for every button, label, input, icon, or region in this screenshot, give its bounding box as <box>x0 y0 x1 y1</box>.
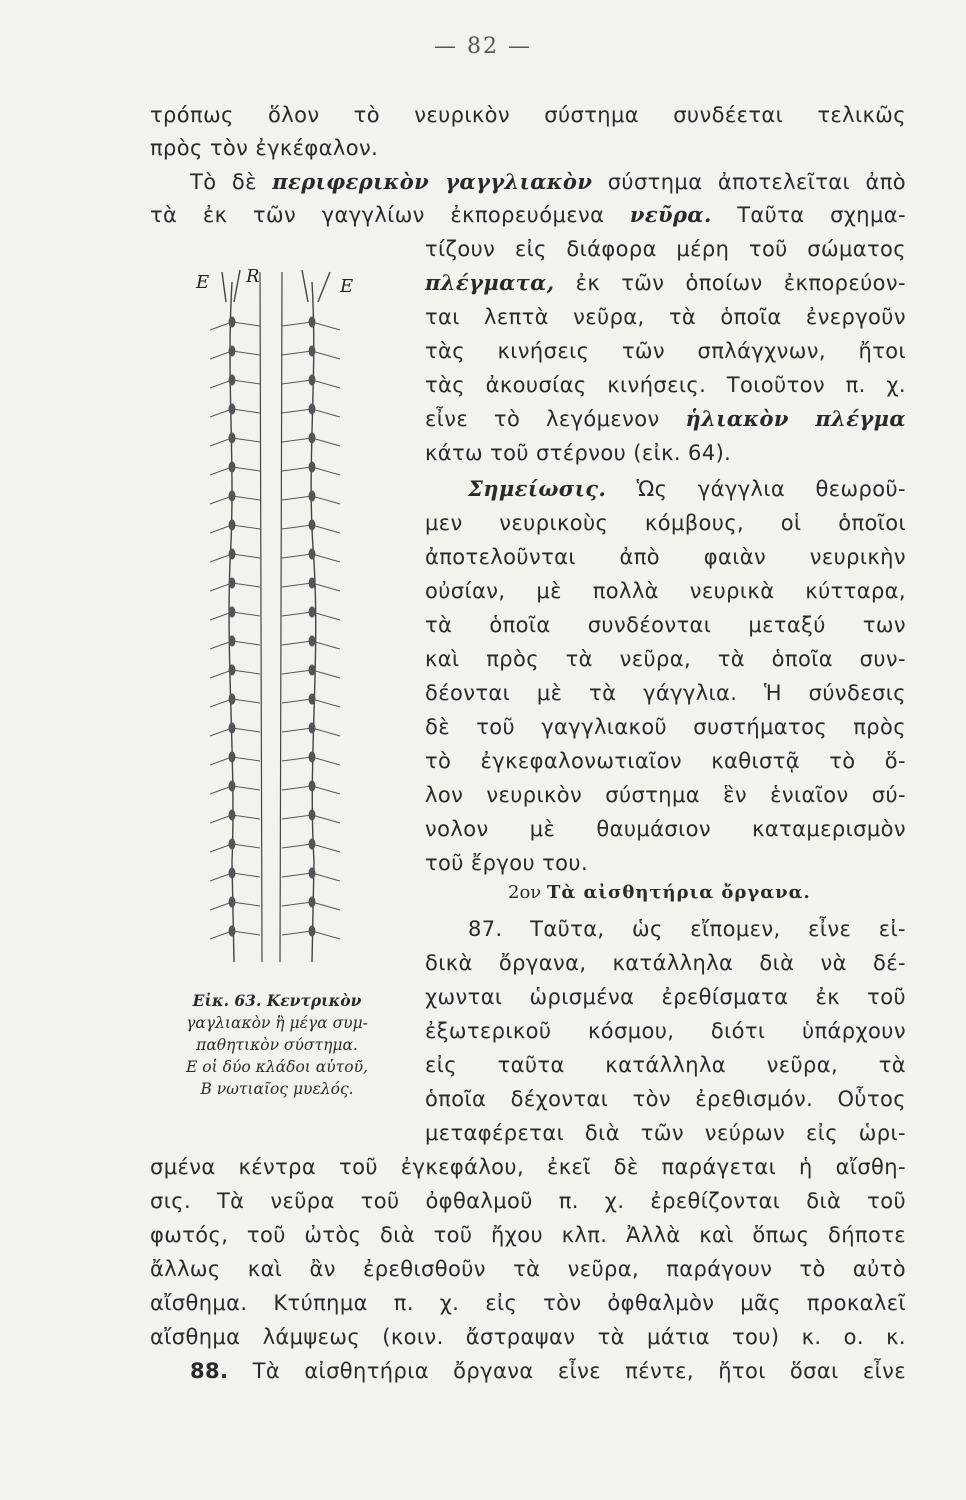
emphasis: ἡλιακὸν πλέγμα <box>685 406 906 431</box>
text-line: τοῦ ἔργου του. <box>425 851 589 875</box>
ganglion-node <box>229 926 235 936</box>
ganglion-node <box>229 549 235 559</box>
text-line: νολον μὲ θαυμάσιον καταμερισμὸν <box>425 817 906 841</box>
emphasis: νεῦρα. <box>629 202 712 227</box>
ganglion-node <box>309 491 315 501</box>
ganglion-node <box>309 433 315 443</box>
ganglion-node <box>229 462 235 472</box>
ganglion-node <box>229 520 235 530</box>
ganglion-node <box>309 462 315 472</box>
text-line: τὰς ἀκουσίας κινήσεις. Τοιοῦτον π. χ. <box>425 373 906 397</box>
page-number: — 82 — <box>434 34 532 59</box>
text-line: 88. Τὰ αἰσθητήρια ὄργανα εἶνε πέντε, ἤτοι ὅσαι εἶνε <box>190 1359 906 1383</box>
ganglion-node <box>309 839 315 849</box>
ganglion-node <box>309 810 315 820</box>
ganglion-node <box>229 868 235 878</box>
text-line: καὶ πρὸς τὰ νεῦρα, τὰ ὁποῖα συν- <box>425 647 906 671</box>
ganglion-node <box>229 346 235 356</box>
ganglion-node <box>229 636 235 646</box>
ganglion-node <box>229 781 235 791</box>
ganglion-node <box>309 752 315 762</box>
text-line: δὲ τοῦ γαγγλιακοῦ συστήματος πρὸς <box>425 715 906 739</box>
emphasis: Σημείωσις. <box>468 476 607 501</box>
ganglion-node <box>309 781 315 791</box>
text-line: πρὸς τὸν ἐγκέφαλον. <box>150 136 379 160</box>
ganglion-node <box>309 317 315 327</box>
ganglion-node <box>309 636 315 646</box>
caption-line: παθητικὸν σύστημα. <box>196 1036 358 1054</box>
text-line: δέονται μὲ τὰ γάγγλια. Ἡ σύνδεσις <box>425 681 906 705</box>
ganglion-node <box>229 433 235 443</box>
text-line: ἄλλως καὶ ἂν ἐρεθισθοῦν τὰ νεῦρα, παράγουν τὸ αὐτὸ <box>150 1257 906 1281</box>
spinal-cord <box>260 272 282 962</box>
text-line: χωνται ὡρισμένα ἐρεθίσματα ἐκ τοῦ <box>425 985 906 1009</box>
text-line: σμένα κέντρα τοῦ ἐγκεφάλου, ἐκεῖ δὲ παράγεται ἡ αἴσθη- <box>150 1155 906 1179</box>
ganglion-node <box>309 404 315 414</box>
emphasis: περιφερικὸν γαγγλιακὸν <box>272 169 593 194</box>
text-line: εἰς ταῦτα κατάλληλα νεῦρα, τὰ <box>425 1053 906 1077</box>
caption-line: Ε οἱ δύο κλάδοι αὐτοῦ, <box>186 1058 368 1076</box>
text-line: λον νευρικὸν σύστημα ἓν ἑνιαῖον σύ- <box>425 783 906 807</box>
ganglion-node <box>309 549 315 559</box>
text-line: τὸ ἐγκεφαλονωτιαῖον καθιστᾷ τὸ ὅ- <box>425 749 906 773</box>
text-line: φωτός, τοῦ ὠτὸς διὰ τοῦ ἤχου κλπ. Ἀλλὰ καὶ ὅπως δήποτε <box>150 1223 906 1247</box>
text-line: Σημείωσις. Ὡς γάγγλια θεωροῦ- <box>468 476 906 501</box>
ganglion-node <box>229 810 235 820</box>
figure-nervous-system <box>190 262 400 977</box>
text-line: δικὰ ὄργανα, κατάλληλα διὰ νὰ δέ- <box>425 951 906 975</box>
label-e-left: E <box>196 272 210 293</box>
ganglion-node <box>229 665 235 675</box>
ganglion-node <box>309 520 315 530</box>
text-line: εἶνε τὸ λεγόμενον ἡλιακὸν πλέγμα <box>425 406 906 431</box>
label-e-right: E <box>340 276 354 297</box>
ganglion-node <box>309 607 315 617</box>
emphasis: πλέγματα, <box>425 270 555 295</box>
ganglion-node <box>309 375 315 385</box>
text-line: αἴσθημα. Κτύπημα π. χ. εἰς τὸν ὀφθαλμὸν μᾶς προκαλεῖ <box>150 1291 906 1315</box>
text-line: Τὸ δὲ περιφερικὸν γαγγλιακὸν σύστημα ἀποτελεῖται ἀπὸ <box>190 169 906 194</box>
section-heading: 2ον Τὰ αἰσθητήρια ὄργανα. <box>508 882 811 903</box>
text-line: οὐσίαν, μὲ πολλὰ νευρικὰ κύτταρα, <box>425 579 906 603</box>
ganglion-node <box>309 694 315 704</box>
ganglion-node <box>229 723 235 733</box>
ganglion-node <box>229 752 235 762</box>
figure-caption <box>152 990 402 1100</box>
text-line: τὰς κινήσεις τῶν σπλάγχνων, ἤτοι <box>425 339 906 363</box>
text-line: πλέγματα, ἐκ τῶν ὁποίων ἐκπορεύον- <box>425 270 906 295</box>
text-line: ται λεπτὰ νεῦρα, τὰ ὁποῖα ἐνεργοῦν <box>425 305 906 329</box>
ganglion-node <box>229 578 235 588</box>
ganglion-node <box>309 926 315 936</box>
caption-line: Εἰκ. 63. Κεντρικὸν <box>192 991 362 1010</box>
nerve-illustration <box>190 262 400 977</box>
ganglion-node <box>309 723 315 733</box>
ganglion-node <box>229 491 235 501</box>
ganglion-node <box>309 346 315 356</box>
ganglion-node <box>229 607 235 617</box>
ganglion-node <box>229 897 235 907</box>
text-line: κάτω τοῦ στέρνου (εἰκ. 64). <box>425 441 732 465</box>
caption-line: γαγλιακὸν ἢ μέγα συμ- <box>186 1014 368 1032</box>
ganglion-node <box>309 897 315 907</box>
ganglion-node <box>229 404 235 414</box>
ganglion-node <box>309 578 315 588</box>
caption-line: Β νωτιαῖος μυελός. <box>200 1080 354 1098</box>
label-r: R <box>246 266 260 287</box>
text-line: τὰ ἐκ τῶν γαγγλίων ἐκπορευόμενα νεῦρα. Ταῦτα σχημα- <box>150 202 907 227</box>
text-line: ὁποῖα δέχονται τὸν ἐρεθισμόν. Οὗτος <box>425 1087 906 1111</box>
text-line: 87. Ταῦτα, ὡς εἴπομεν, εἶνε εἰ- <box>468 917 906 941</box>
ganglion-node <box>229 317 235 327</box>
text-line: μεταφέρεται διὰ τῶν νεύρων εἰς ὡρι- <box>425 1121 906 1145</box>
text-line: ἐξωτερικοῦ κόσμου, διότι ὑπάρχουν <box>425 1019 906 1043</box>
text-line: ἀποτελοῦνται ἀπὸ φαιὰν νευρικὴν <box>425 545 906 569</box>
ganglion-node <box>229 375 235 385</box>
text-line: σις. Τὰ νεῦρα τοῦ ὀφθαλμοῦ π. χ. ἐρεθίζονται διὰ τοῦ <box>150 1189 906 1213</box>
text-line: αἴσθημα λάμψεως (κοιν. ἄστραψαν τὰ μάτια του) κ. ο. κ. <box>150 1325 906 1349</box>
text-line: τὰ ὁποῖα συνδέονται μεταξύ των <box>425 613 906 637</box>
text-line: μεν νευρικοὺς κόμβους, οἱ ὁποῖοι <box>425 511 906 535</box>
ganglion-node <box>309 665 315 675</box>
text-line: τίζουν εἰς διάφορα μέρη τοῦ σώματος <box>425 237 906 261</box>
ganglion-node <box>229 694 235 704</box>
ganglion-node <box>309 868 315 878</box>
paragraph-number: 88. <box>190 1359 229 1383</box>
text-line: τρόπως ὅλον τὸ νευρικὸν σύστημα συνδέεται τελικῶς <box>150 103 906 127</box>
ganglion-node <box>229 839 235 849</box>
